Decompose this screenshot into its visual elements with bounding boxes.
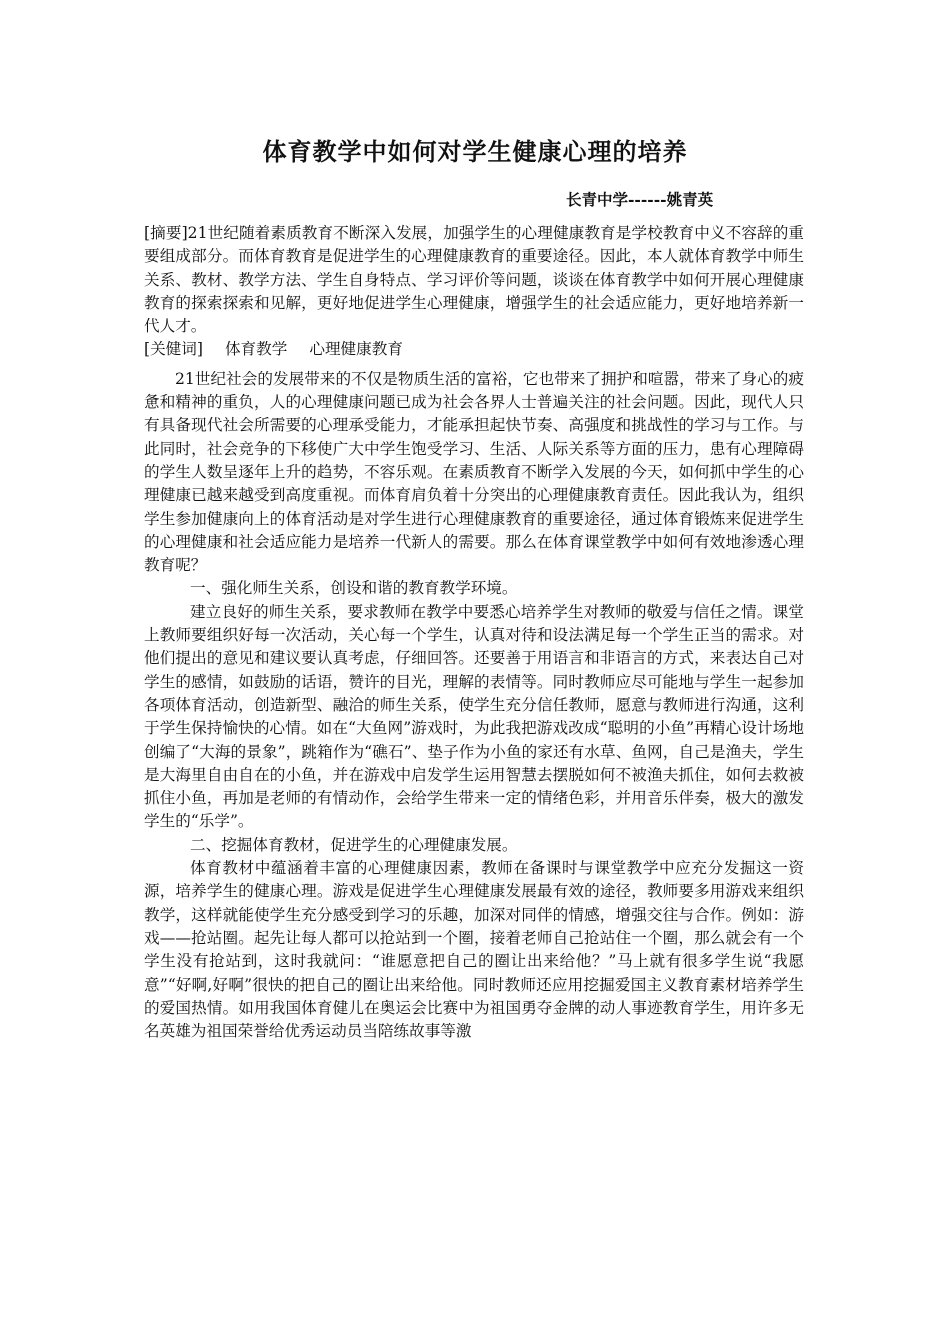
- abstract-text: 21世纪随着素质教育不断深入发展，加强学生的心理健康教育是学校教育中义不容辞的重要组成部分。而体育教育是促进学生的心理健康教育的重要途径。因此，本人就体育教学中师生关系、教材、教学方法、学生自身特点、学习评价等问题，谈谈在体育教学中如何开展心理健康教育的探索探索和见解，更好地促进学生心理健康，增强学生的社会适应能力，更好地培养新一代人才。: [144, 224, 805, 336]
- section-heading: 二、挖掘体育教材，促进学生的心理健康发展。: [190, 835, 518, 854]
- document-author: 长青中学------姚青英: [566, 190, 714, 209]
- keyword-item: 体育教学: [224, 340, 288, 359]
- abstract: [144, 222, 804, 338]
- document-title: 体育教学中如何对学生健康心理的培养: [262, 137, 688, 166]
- section-heading: 一、强化师生关系，创设和谐的教育教学环境。: [190, 579, 518, 598]
- paragraph: 21世纪社会的发展带来的不仅是物质生活的富裕，它也带来了拥护和喧嚣，带来了身心的疲惫和精神的重负，人的心理健康问题已成为社会各界人士普遍关注的社会问题。因此，现代人只有具备现代社会所需要的心理承受能力，才能承担起快节奏、高强度和挑战性的学习与工作。与此同时，社会竞争的下移使广大中学生饱受学习、生活、人际关系等方面的压力，患有心理障碍的学生人数呈逐年上升的趋势，不容乐观。在素质教育不断学入发展的今天，如何抓中学生的心理健康已越来越受到高度重视。而体育肩负着十分突出的心理健康教育责任。因此我认为，组织学生参加健康向上的体育活动是对学生进行心理健康教育的重要途径，通过体育锻炼来促进学生的心理健康和社会适应能力是培养一代新人的需要。那么在体育课堂教学中如何有效地渗透心理教育呢？: [144, 369, 804, 575]
- keywords-label: [关健词]: [144, 340, 203, 359]
- paragraph: 体育教材中蕴涵着丰富的心理健康因素，教师在备课时与课堂教学中应充分发掘这一资源，培养学生的健康心理。游戏是促进学生心理健康发展最有效的途径，教师要多用游戏来组织教学，这样就能使学生充分感受到学习的乐趣，加深对同伴的情感，增强交往与合作。例如：游戏——抢站圈。起先让每人都可以抢站到一个圈，接着老师自己抢站住一个圈，那么就会有一个学生没有抢站到，这时我就问：“谁愿意把自己的圈让出来给他？”马上就有很多学生说“我愿意”“好啊,好啊”很快的把自己的圈让出来给他。同时教师还应用挖掘爱国主义教育素材培养学生的爱国热情。如用我国体育健儿在奥运会比赛中为祖国勇夺金牌的动人事迹教育学生，用许多无名英雄为祖国荣誉给优秀运动员当陪练故事等激: [144, 859, 804, 1041]
- abstract-label: [摘要]: [144, 224, 188, 242]
- paragraph: 建立良好的师生关系，要求教师在教学中要悉心培养学生对教师的敬爱与信任之情。课堂上教师要组织好每一次活动，关心每一个学生，认真对待和设法满足每一个学生正当的需求。对他们提出的意见和建议要认真考虑，仔细回答。还要善于用语言和非语言的方式，来表达自己对学生的感情，如鼓励的话语，赞许的目光，理解的表情等。同时教师应尽可能地与学生一起参加各项体育活动，创造新型、融洽的师生关系，使学生充分信任教师，愿意与教师进行沟通，这利于学生保持愉快的心情。如在“大鱼网”游戏时，为此我把游戏改成“聪明的小鱼”再精心设计场地创编了“大海的景象”，跳箱作为“礁石”、垫子作为小鱼的家还有水草、鱼网，自己是渔夫，学生是大海里自由自在的小鱼，并在游戏中启发学生运用智慧去摆脱如何不被渔夫抓住，如何去救被抓住小鱼，再加是老师的有情动作，会给学生带来一定的情绪色彩，并用音乐伴奏，极大的激发学生的“乐学”。: [144, 602, 804, 831]
- document-body: [144, 222, 804, 1043]
- keyword-item: 心理健康教育: [309, 340, 403, 359]
- keywords: [144, 338, 804, 361]
